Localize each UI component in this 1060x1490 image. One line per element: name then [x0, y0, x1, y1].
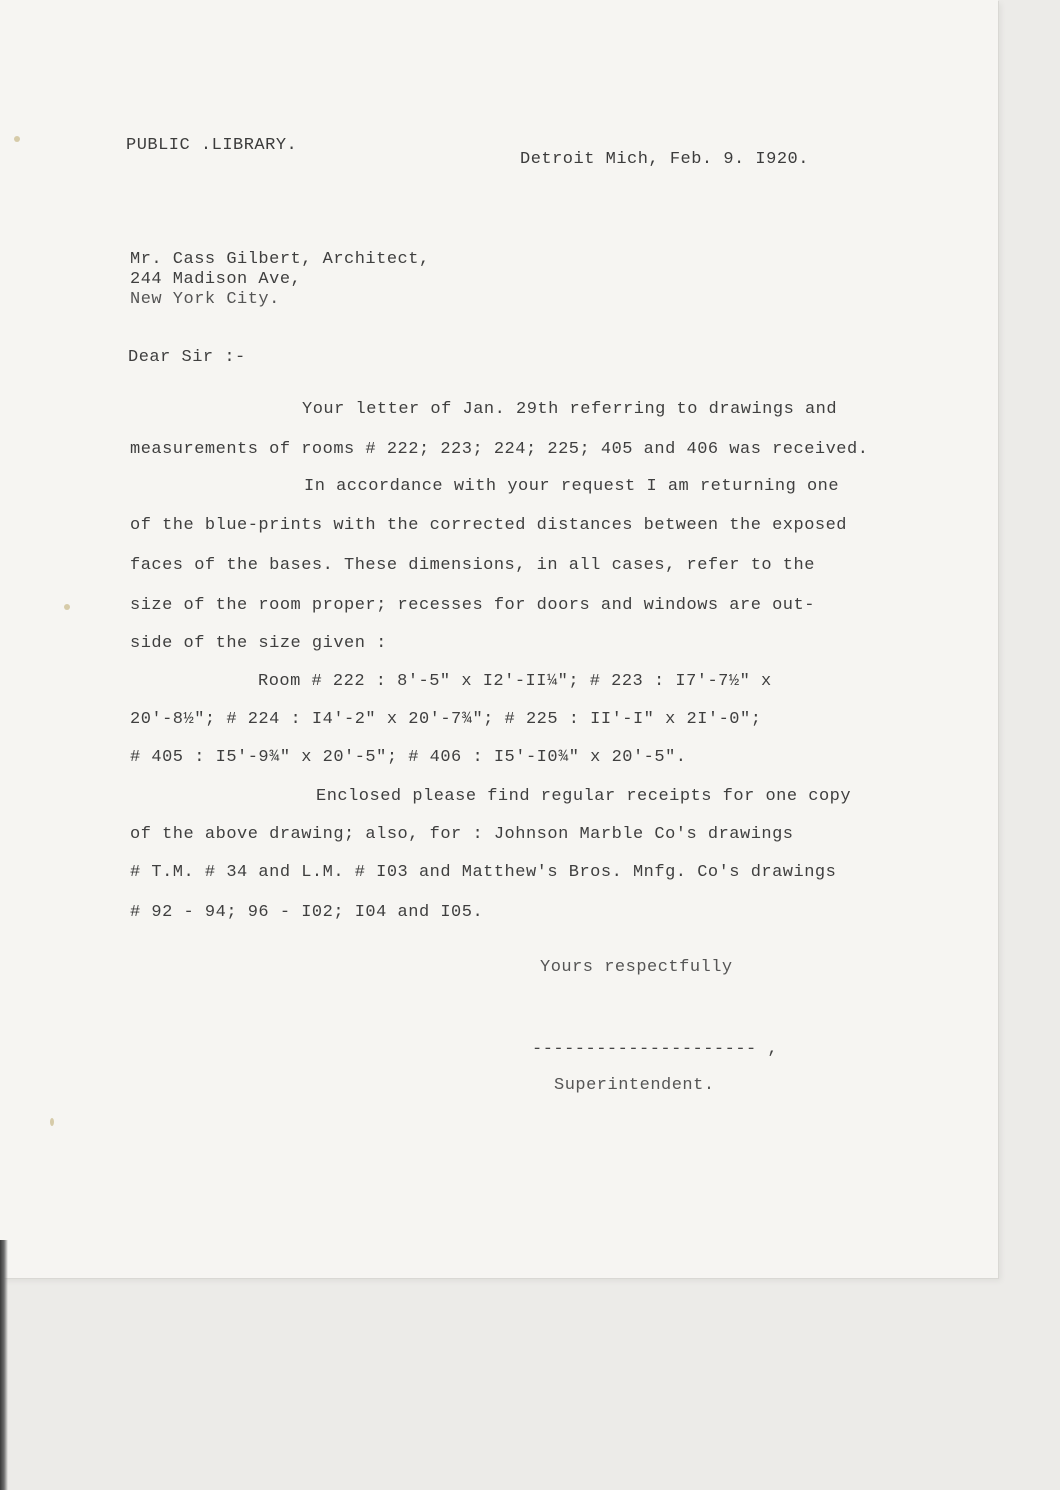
body-line: In accordance with your request I am returning one — [304, 477, 840, 496]
body-line: # 92 - 94; 96 - I02; I04 and I05. — [130, 903, 484, 922]
body-line: faces of the bases. These dimensions, in all cases, refer to the — [130, 556, 815, 575]
body-line: side of the size given : — [130, 634, 387, 653]
binding-edge-shadow — [0, 1240, 8, 1490]
body-line: size of the room proper; recesses for doors and windows are out- — [130, 596, 815, 615]
paper-mark — [50, 1118, 54, 1126]
paper-mark — [64, 604, 70, 610]
body-line: # 405 : I5'-9¾" x 20'-5"; # 406 : I5'-I0¾" x 20'-5". — [130, 748, 687, 767]
body-line: 20'-8½"; # 224 : I4'-2" x 20'-7¾"; # 225 : II'-I" x 2I'-0"; — [130, 710, 762, 729]
closing: Yours respectfully — [540, 958, 733, 977]
body-line: Enclosed please find regular receipts for one copy — [316, 787, 852, 806]
recipient-line-1: Mr. Cass Gilbert, Architect, — [130, 250, 430, 269]
recipient-line-3: New York City. — [130, 290, 280, 309]
body-line: Room # 222 : 8'-5" x I2'-II¼"; # 223 : I7'-7½" x — [258, 672, 772, 691]
recipient-line-2: 244 Madison Ave, — [130, 270, 302, 289]
body-line: of the blue-prints with the corrected distances between the exposed — [130, 516, 848, 535]
body-line: # T.M. # 34 and L.M. # I03 and Matthew's Bros. Mnfg. Co's drawings — [130, 863, 837, 882]
paper-mark — [14, 136, 20, 142]
signature-title: Superintendent. — [554, 1076, 715, 1095]
letterhead: PUBLIC .LIBRARY. — [126, 136, 298, 155]
dateline: Detroit Mich, Feb. 9. I920. — [520, 150, 809, 169]
body-line: Your letter of Jan. 29th referring to drawings and — [302, 400, 838, 419]
body-line: measurements of rooms # 222; 223; 224; 225; 405 and 406 was received. — [130, 440, 869, 459]
salutation: Dear Sir :- — [128, 348, 246, 367]
body-line: of the above drawing; also, for : Johnson Marble Co's drawings — [130, 825, 794, 844]
signature-line: --------------------- , — [532, 1040, 779, 1059]
